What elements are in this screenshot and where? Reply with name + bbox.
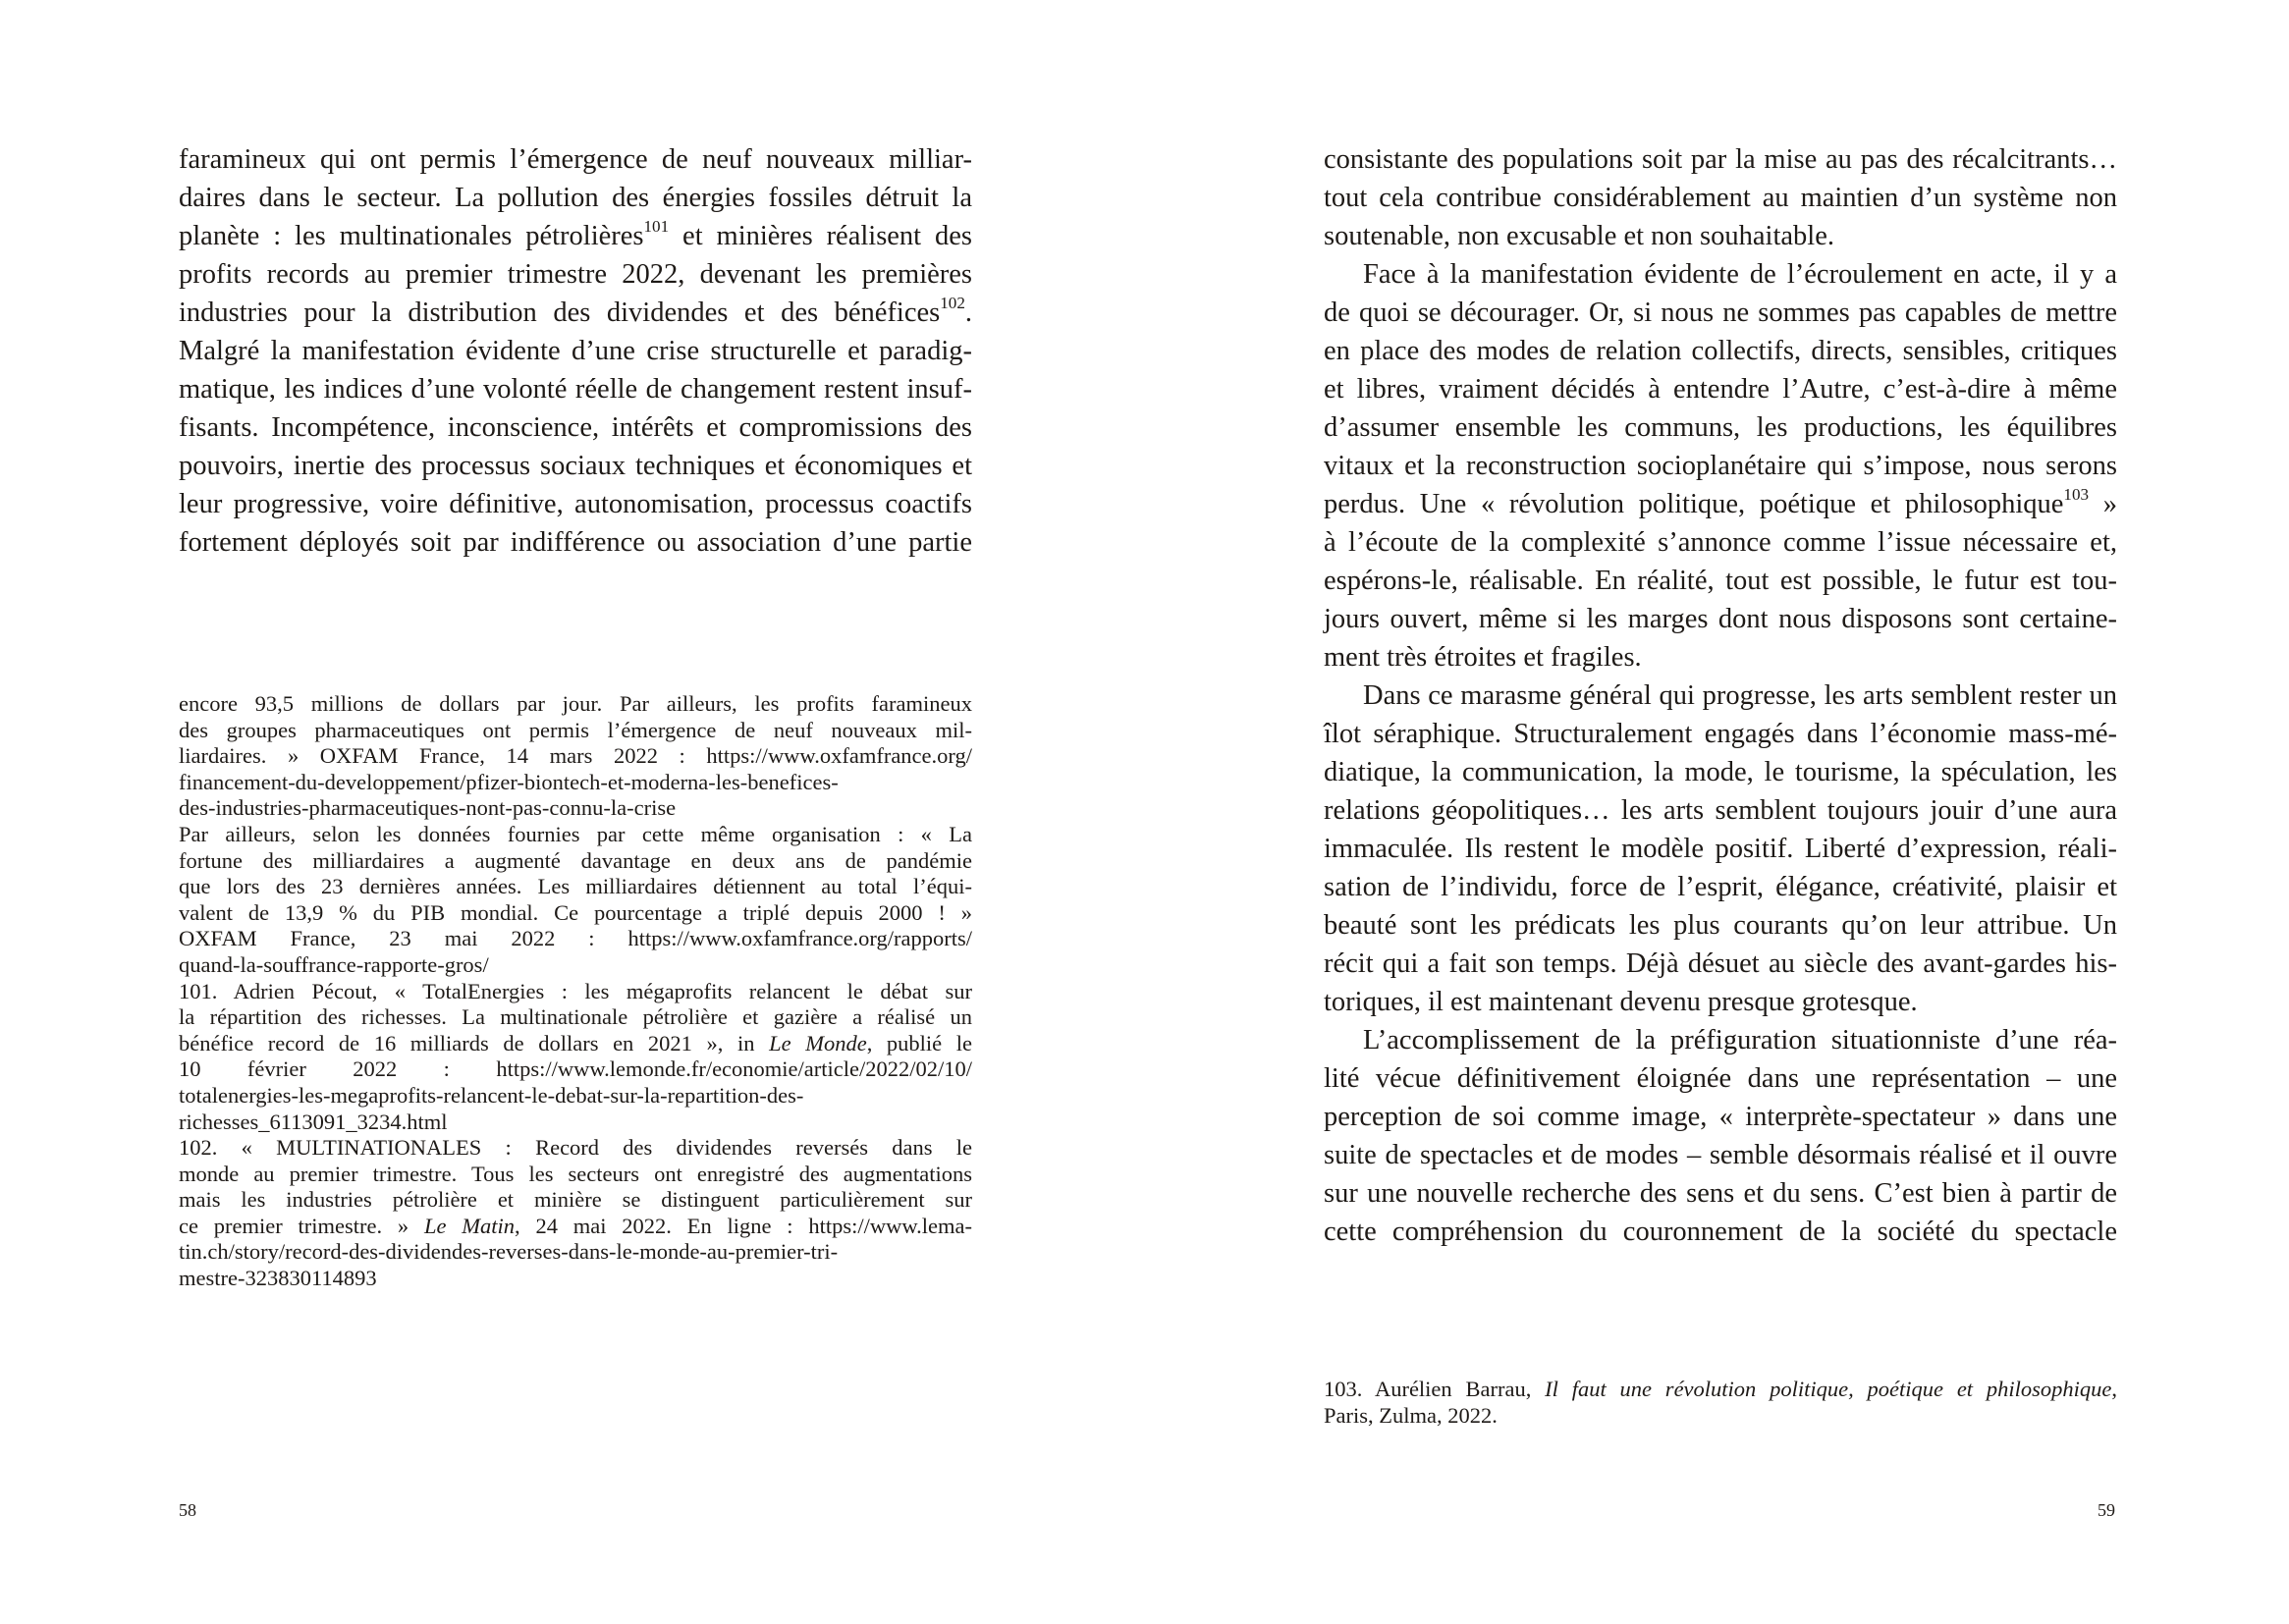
left-page <box>0 0 1144 1624</box>
body-line: sur une nouvelle recherche des sens et du sens. C’est bien à partir de <box>1324 1178 2117 1209</box>
body-line: îlot séraphique. Structuralement engagés dans l’économie mass-mé- <box>1324 719 2117 749</box>
body-line: perception de soi comme image, « interprète-spectateur » dans une <box>1324 1102 2117 1132</box>
footnote-line: 102. « MULTINATIONALES : Record des dividendes reversés dans le <box>179 1135 972 1161</box>
footnote-line: valent de 13,9 % du PIB mondial. Ce pourcentage a triplé depuis 2000 ! » <box>179 899 972 925</box>
footnote-line: encore 93,5 millions de dollars par jour. Par ailleurs, les profits faramineux <box>179 691 972 716</box>
footnote-line: des-industries-pharmaceutiques-nont-pas-connu-la-crise <box>179 795 677 821</box>
footnote-line: OXFAM France, 23 mai 2022 : https://www.oxfamfrance.org/rapports/ <box>179 926 972 951</box>
body-line-text: et minières réalisent des <box>669 221 973 251</box>
body-line <box>179 294 972 332</box>
body-line: espérons-le, réalisable. En réalité, tout est possible, le futur est tou- <box>1324 566 2117 596</box>
body-line: soutenable, non excusable et non souhaitable. <box>1324 221 1834 251</box>
publication-title: Le Monde <box>769 1030 867 1056</box>
right-page <box>1145 0 2289 1624</box>
body-line: Malgré la manifestation évidente d’une crise structurelle et paradig- <box>179 336 972 366</box>
body-line <box>1324 485 2117 523</box>
body-line-text: » <box>2089 489 2117 519</box>
footnote-line <box>179 1214 972 1240</box>
body-line: fisants. Incompétence, inconscience, intérêts et compromissions des <box>179 412 972 443</box>
footnote-line: quand-la-souffrance-rapporte-gros/ <box>179 951 489 977</box>
body-line: daires dans le secteur. La pollution des énergies fossiles détruit la <box>179 183 972 213</box>
book-title: Il faut une révolution politique, poétique et philosophique <box>1545 1377 2112 1401</box>
footnote-line: Par ailleurs, selon les données fournies par cette même organisation : « La <box>179 821 972 846</box>
body-line: à l’écoute de la complexité s’annonce comme l’issue nécessaire et, <box>1324 527 2117 558</box>
body-line: matique, les indices d’une volonté réelle de changement restent insuf- <box>179 374 972 405</box>
footnote-line: des groupes pharmaceutiques ont permis l’émergence de neuf nouveaux mil- <box>179 717 972 742</box>
body-line: suite de spectacles et de modes – semble désormais réalisé et il ouvre <box>1324 1140 2117 1170</box>
body-line: et libres, vraiment décidés à entendre l’Autre, c’est-à-dire à même <box>1324 374 2117 405</box>
right-footnotes <box>1324 1377 2117 1429</box>
body-line: toriques, il est maintenant devenu presque grotesque. <box>1324 987 1918 1017</box>
footnote-line: monde au premier trimestre. Tous les secteurs ont enregistré des augmentations <box>179 1161 972 1186</box>
body-line: faramineux qui ont permis l’émergence de neuf nouveaux milliar- <box>179 144 972 175</box>
body-line: ment très étroites et fragiles. <box>1324 642 1642 673</box>
footnote-line <box>179 1031 972 1057</box>
body-line: leur progressive, voire définitive, autonomisation, processus coactifs <box>179 489 972 519</box>
paragraph-start-line: L’accomplissement de la préfiguration situationniste d’une réa- <box>1363 1025 2117 1056</box>
footnote-ref-102[interactable]: 102 <box>940 294 965 313</box>
body-line: d’assumer ensemble les communs, les productions, les équilibres <box>1324 412 2117 443</box>
footnote-text: , publié le <box>866 1030 972 1056</box>
footnote-url-line[interactable]: richesses_6113091_3234.html <box>179 1109 448 1134</box>
body-line: jours ouvert, même si les marges dont nous disposons sont certaine- <box>1324 604 2117 634</box>
footnote-line: la répartition des richesses. La multinationale pétrolière et gazière a réalisé un <box>179 1004 972 1030</box>
footnote-line: Paris, Zulma, 2022. <box>1324 1402 1498 1428</box>
footnote-102 <box>179 1135 972 1292</box>
body-line: relations géopolitiques… les arts semblent toujours jouir d’une aura <box>1324 795 2117 826</box>
footnote-continuation <box>179 691 972 822</box>
body-line: tout cela contribue considérablement au maintien d’un système non <box>1324 183 2117 213</box>
footnote-url-line[interactable]: totalenergies-les-megaprofits-relancent-le-debat-sur-la-repartition-des- <box>179 1082 804 1108</box>
footnote-text: bénéfice record de 16 milliards de dollars en 2021 », in <box>179 1030 770 1056</box>
paragraph-start-line: Dans ce marasme général qui progresse, les arts semblent rester un <box>1363 680 2117 711</box>
body-line: lité vécue définitivement éloignée dans une représentation – une <box>1324 1063 2117 1094</box>
body-line-text: planète : les multinationales pétrolières <box>179 221 644 251</box>
footnote-line: financement-du-developpement/pfizer-biontech-et-moderna-les-benefices- <box>179 769 839 794</box>
footnote-url-line[interactable]: mestre-323830114893 <box>179 1266 377 1291</box>
body-line: sation de l’individu, force de l’esprit, élégance, créativité, plaisir et <box>1324 872 2117 902</box>
body-line: beauté sont les prédicats les plus courants qu’on leur attribue. Un <box>1324 910 2117 941</box>
footnote-text: , 24 mai 2022. En ligne : https://www.lema- <box>515 1213 972 1238</box>
footnote-line: fortune des milliardaires a augmenté davantage en deux ans de pandémie <box>179 847 972 873</box>
body-line: pouvoirs, inertie des processus sociaux techniques et économiques et <box>179 451 972 481</box>
footnote-line: que lors des 23 dernières années. Les milliardaires détiennent au total l’équi- <box>179 874 972 899</box>
body-line: de quoi se décourager. Or, si nous ne sommes pas capables de mettre <box>1324 298 2117 328</box>
body-line: diatique, la communication, la mode, le tourisme, la spéculation, les <box>1324 757 2117 787</box>
footnote-line: 101. Adrien Pécout, « TotalEnergies : les mégaprofits relancent le débat sur <box>179 978 972 1003</box>
body-line: consistante des populations soit par la mise au pas des récalcitrants… <box>1324 144 2117 175</box>
body-line-text: perdus. Une « révolution politique, poétique et philosophique <box>1324 489 2064 519</box>
body-line: immaculée. Ils restent le modèle positif. Liberté d’expression, réali- <box>1324 834 2117 864</box>
paragraph-start-line: Face à la manifestation évidente de l’écroulement en acte, il y a <box>1363 259 2117 290</box>
body-line: profits records au premier trimestre 2022, devenant les premières <box>179 259 972 290</box>
body-line: vitaux et la reconstruction socioplanétaire qui s’impose, nous serons <box>1324 451 2117 481</box>
body-line: en place des modes de relation collectifs, directs, sensibles, critiques <box>1324 336 2117 366</box>
footnote-text: , <box>2111 1377 2117 1401</box>
left-body-text <box>179 140 972 562</box>
page-number: 58 <box>179 1500 196 1520</box>
body-line <box>179 217 972 255</box>
body-line: fortement déployés soit par indifférence ou association d’une partie <box>179 527 972 558</box>
body-line: cette compréhension du couronnement de la société du spectacle <box>1324 1217 2117 1247</box>
page-number: 59 <box>2098 1500 2115 1520</box>
footnote-line: liardaires. » OXFAM France, 14 mars 2022 : https://www.oxfamfrance.org/ <box>179 743 972 769</box>
footnote-ref-103[interactable]: 103 <box>2063 485 2090 505</box>
footnote-line <box>1324 1377 2117 1403</box>
body-line-text: industries pour la distribution des dividendes et des bénéfices <box>179 298 941 328</box>
footnote-url-line[interactable]: 10 février 2022 : https://www.lemonde.fr/economie/article/2022/02/10/ <box>179 1056 972 1082</box>
left-footnotes <box>179 691 972 1292</box>
footnote-oxfam <box>179 822 972 979</box>
footnote-text: 103. Aurélien Barrau, <box>1324 1377 1546 1401</box>
right-body-text <box>1324 140 2117 1251</box>
footnote-text: ce premier trimestre. » <box>179 1213 424 1238</box>
footnote-103 <box>1324 1377 2117 1429</box>
publication-title: Le Matin <box>423 1213 516 1238</box>
footnote-url-line[interactable]: tin.ch/story/record-des-dividendes-reverses-dans-le-monde-au-premier-tri- <box>179 1239 839 1265</box>
footnote-line: mais les industries pétrolière et minière se distinguent particulièrement sur <box>179 1187 972 1213</box>
body-line-text: . <box>964 298 972 328</box>
body-line: récit qui a fait son temps. Déjà désuet au siècle des avant-gardes his- <box>1324 948 2117 979</box>
footnote-101 <box>179 979 972 1136</box>
footnote-ref-101[interactable]: 101 <box>643 217 670 237</box>
